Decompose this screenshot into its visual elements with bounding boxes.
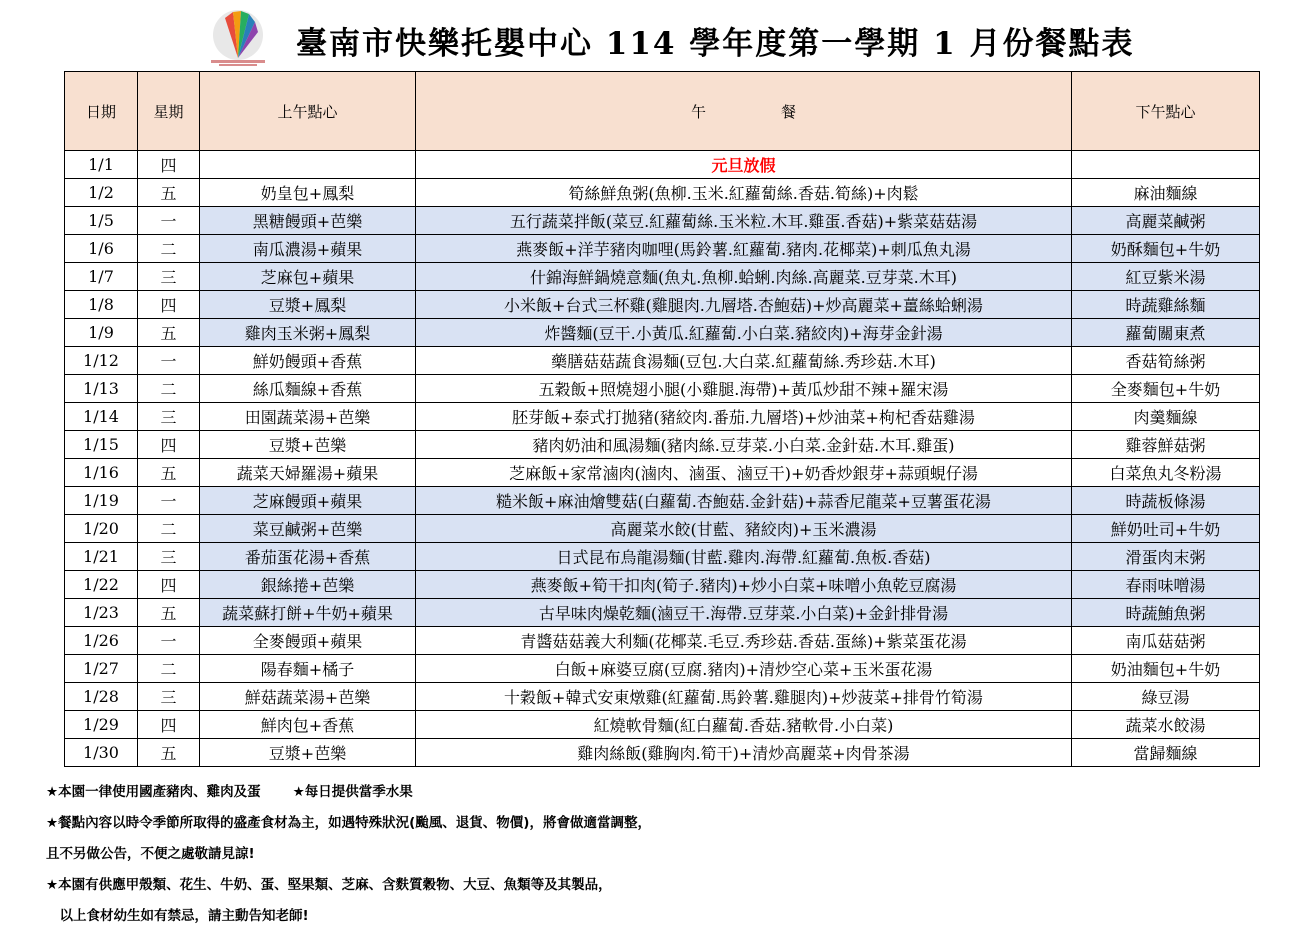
table-row	[65, 459, 1260, 487]
page-title: 臺南市快樂托嬰中心 114 學年度第一學期 1 月份餐點表	[296, 26, 1135, 62]
morning-cell	[200, 151, 416, 179]
meal-table	[64, 71, 1260, 767]
table-row	[65, 571, 1260, 599]
afternoon-cell: 蘿蔔關東煮	[1072, 319, 1260, 347]
afternoon-cell	[1072, 151, 1260, 179]
weekday-cell: 五	[138, 599, 200, 627]
notes	[46, 780, 651, 935]
date-cell: 1/26	[65, 627, 138, 655]
table-row	[65, 151, 1260, 179]
table-row	[65, 291, 1260, 319]
note-line: 以上食材幼生如有禁忌，請主動告知老師!	[46, 908, 309, 924]
morning-cell: 鮮肉包+香蕉	[200, 711, 416, 739]
weekday-cell: 三	[138, 683, 200, 711]
date-cell: 1/6	[65, 235, 138, 263]
weekday-cell: 一	[138, 347, 200, 375]
date-cell: 1/8	[65, 291, 138, 319]
afternoon-cell: 春雨味噌湯	[1072, 571, 1260, 599]
table-row	[65, 207, 1260, 235]
date-cell: 1/30	[65, 739, 138, 767]
table-row	[65, 655, 1260, 683]
morning-cell: 豆漿+鳳梨	[200, 291, 416, 319]
lunch-cell: 藥膳菇菇蔬食湯麵(豆包.大白菜.紅蘿蔔絲.秀珍菇.木耳)	[416, 347, 1072, 375]
table-row	[65, 431, 1260, 459]
note-line	[46, 780, 651, 811]
note-line: 且不另做公告，不便之處敬請見諒!	[46, 846, 255, 862]
weekday-cell: 一	[138, 487, 200, 515]
date-cell: 1/19	[65, 487, 138, 515]
table-row	[65, 375, 1260, 403]
lunch-cell: 五穀飯+照燒翅小腿(小雞腿.海帶)+黃瓜炒甜不辣+羅宋湯	[416, 375, 1072, 403]
lunch-cell: 胚芽飯+泰式打拋豬(豬絞肉.番茄.九層塔)+炒油菜+枸杞香菇雞湯	[416, 403, 1072, 431]
date-cell: 1/14	[65, 403, 138, 431]
col-afternoon: 下午點心	[1072, 72, 1260, 151]
morning-cell: 全麥饅頭+蘋果	[200, 627, 416, 655]
weekday-cell: 五	[138, 319, 200, 347]
morning-cell: 菜豆鹹粥+芭樂	[200, 515, 416, 543]
date-cell: 1/7	[65, 263, 138, 291]
lunch-cell: 什錦海鮮鍋燒意麵(魚丸.魚柳.蛤蜊.肉絲.高麗菜.豆芽菜.木耳)	[416, 263, 1072, 291]
weekday-cell: 四	[138, 431, 200, 459]
table-row	[65, 263, 1260, 291]
morning-cell: 豆漿+芭樂	[200, 431, 416, 459]
afternoon-cell: 紅豆紫米湯	[1072, 263, 1260, 291]
lunch-cell: 雞肉絲飯(雞胸肉.筍干)+清炒高麗菜+肉骨茶湯	[416, 739, 1072, 767]
table-row	[65, 683, 1260, 711]
weekday-cell: 五	[138, 459, 200, 487]
lunch-cell: 高麗菜水餃(甘藍、豬絞肉)+玉米濃湯	[416, 515, 1072, 543]
weekday-cell: 五	[138, 179, 200, 207]
afternoon-cell: 奶油麵包+牛奶	[1072, 655, 1260, 683]
morning-cell: 蔬菜天婦羅湯+蘋果	[200, 459, 416, 487]
date-cell: 1/5	[65, 207, 138, 235]
table-row	[65, 179, 1260, 207]
lunch-cell: 筍絲鮮魚粥(魚柳.玉米.紅蘿蔔絲.香菇.筍絲)+肉鬆	[416, 179, 1072, 207]
afternoon-cell: 時蔬雞絲麵	[1072, 291, 1260, 319]
table-row	[65, 739, 1260, 767]
weekday-cell: 四	[138, 291, 200, 319]
weekday-cell: 三	[138, 403, 200, 431]
lunch-cell: 芝麻飯+家常滷肉(滷肉、滷蛋、滷豆干)+奶香炒銀芽+蒜頭蜆仔湯	[416, 459, 1072, 487]
date-cell: 1/20	[65, 515, 138, 543]
afternoon-cell: 鮮奶吐司+牛奶	[1072, 515, 1260, 543]
morning-cell: 鮮菇蔬菜湯+芭樂	[200, 683, 416, 711]
afternoon-cell: 雞蓉鮮菇粥	[1072, 431, 1260, 459]
morning-cell: 絲瓜麵線+香蕉	[200, 375, 416, 403]
afternoon-cell: 時蔬鮪魚粥	[1072, 599, 1260, 627]
col-weekday: 星期	[138, 72, 200, 151]
date-cell: 1/2	[65, 179, 138, 207]
afternoon-cell: 滑蛋肉末粥	[1072, 543, 1260, 571]
weekday-cell: 二	[138, 515, 200, 543]
weekday-cell: 三	[138, 263, 200, 291]
weekday-cell: 四	[138, 571, 200, 599]
lunch-cell: 白飯+麻婆豆腐(豆腐.豬肉)+清炒空心菜+玉米蛋花湯	[416, 655, 1072, 683]
date-cell: 1/9	[65, 319, 138, 347]
lunch-cell: 十穀飯+韓式安東燉雞(紅蘿蔔.馬鈴薯.雞腿肉)+炒菠菜+排骨竹筍湯	[416, 683, 1072, 711]
lunch-cell: 紅燒軟骨麵(紅白蘿蔔.香菇.豬軟骨.小白菜)	[416, 711, 1072, 739]
lunch-cell: 古早味肉燥乾麵(滷豆干.海帶.豆芽菜.小白菜)+金針排骨湯	[416, 599, 1072, 627]
lunch-cell: 五行蔬菜拌飯(菜豆.紅蘿蔔絲.玉米粒.木耳.雞蛋.香菇)+紫菜菇菇湯	[416, 207, 1072, 235]
lunch-cell: 糙米飯+麻油燴雙菇(白蘿蔔.杏鮑菇.金針菇)+蒜香尼龍菜+豆薯蛋花湯	[416, 487, 1072, 515]
date-cell: 1/15	[65, 431, 138, 459]
afternoon-cell: 香菇筍絲粥	[1072, 347, 1260, 375]
weekday-cell: 二	[138, 375, 200, 403]
date-cell: 1/16	[65, 459, 138, 487]
weekday-cell: 一	[138, 627, 200, 655]
date-cell: 1/29	[65, 711, 138, 739]
morning-cell: 銀絲捲+芭樂	[200, 571, 416, 599]
date-cell: 1/27	[65, 655, 138, 683]
morning-cell: 芝麻饅頭+蘋果	[200, 487, 416, 515]
afternoon-cell: 麻油麵線	[1072, 179, 1260, 207]
lunch-cell: 燕麥飯+洋芋豬肉咖哩(馬鈴薯.紅蘿蔔.豬肉.花椰菜)+刺瓜魚丸湯	[416, 235, 1072, 263]
lunch-cell: 日式昆布烏龍湯麵(甘藍.雞肉.海帶.紅蘿蔔.魚板.香菇)	[416, 543, 1072, 571]
holiday-cell: 元旦放假	[416, 151, 1072, 179]
morning-cell: 豆漿+芭樂	[200, 739, 416, 767]
afternoon-cell: 當歸麵線	[1072, 739, 1260, 767]
afternoon-cell: 肉羹麵線	[1072, 403, 1260, 431]
date-cell: 1/22	[65, 571, 138, 599]
table-row	[65, 235, 1260, 263]
morning-cell: 蔬菜蘇打餅+牛奶+蘋果	[200, 599, 416, 627]
note-line: ★本園有供應甲殼類、花生、牛奶、蛋、堅果類、芝麻、含麩質穀物、大豆、魚類等及其製品，	[46, 877, 612, 893]
afternoon-cell: 白菜魚丸冬粉湯	[1072, 459, 1260, 487]
morning-cell: 黑糖饅頭+芭樂	[200, 207, 416, 235]
weekday-cell: 五	[138, 739, 200, 767]
table-row	[65, 319, 1260, 347]
table-row	[65, 347, 1260, 375]
morning-cell: 南瓜濃湯+蘋果	[200, 235, 416, 263]
lunch-cell: 青醬菇菇義大利麵(花椰菜.毛豆.秀珍菇.香菇.蛋絲)+紫菜蛋花湯	[416, 627, 1072, 655]
meal-table-body	[65, 151, 1260, 767]
morning-cell: 陽春麵+橘子	[200, 655, 416, 683]
table-row	[65, 711, 1260, 739]
afternoon-cell: 蔬菜水餃湯	[1072, 711, 1260, 739]
lunch-cell: 豬肉奶油和風湯麵(豬肉絲.豆芽菜.小白菜.金針菇.木耳.雞蛋)	[416, 431, 1072, 459]
date-cell: 1/21	[65, 543, 138, 571]
afternoon-cell: 高麗菜鹹粥	[1072, 207, 1260, 235]
lunch-cell: 小米飯+台式三杯雞(雞腿肉.九層塔.杏鮑菇)+炒高麗菜+薑絲蛤蜊湯	[416, 291, 1072, 319]
weekday-cell: 四	[138, 151, 200, 179]
morning-cell: 田園蔬菜湯+芭樂	[200, 403, 416, 431]
morning-cell: 奶皇包+鳳梨	[200, 179, 416, 207]
weekday-cell: 二	[138, 235, 200, 263]
date-cell: 1/13	[65, 375, 138, 403]
lunch-cell: 燕麥飯+筍干扣肉(筍子.豬肉)+炒小白菜+味噌小魚乾豆腐湯	[416, 571, 1072, 599]
table-row	[65, 487, 1260, 515]
table-row	[65, 543, 1260, 571]
school-logo	[203, 8, 273, 68]
afternoon-cell: 時蔬板條湯	[1072, 487, 1260, 515]
date-cell: 1/12	[65, 347, 138, 375]
afternoon-cell: 南瓜菇菇粥	[1072, 627, 1260, 655]
weekday-cell: 三	[138, 543, 200, 571]
afternoon-cell: 綠豆湯	[1072, 683, 1260, 711]
table-row	[65, 403, 1260, 431]
date-cell: 1/1	[65, 151, 138, 179]
note-line: ★餐點內容以時令季節所取得的盛產食材為主，如遇特殊狀況(颱風、退貨、物價)，將會做適當調整，	[46, 815, 651, 831]
morning-cell: 鮮奶饅頭+香蕉	[200, 347, 416, 375]
afternoon-cell: 全麥麵包+牛奶	[1072, 375, 1260, 403]
weekday-cell: 二	[138, 655, 200, 683]
morning-cell: 雞肉玉米粥+鳳梨	[200, 319, 416, 347]
table-row	[65, 627, 1260, 655]
col-date: 日期	[65, 72, 138, 151]
col-lunch: 午 餐	[416, 72, 1072, 151]
morning-cell: 番茄蛋花湯+香蕉	[200, 543, 416, 571]
date-cell: 1/28	[65, 683, 138, 711]
table-row	[65, 515, 1260, 543]
col-morning: 上午點心	[200, 72, 416, 151]
weekday-cell: 四	[138, 711, 200, 739]
afternoon-cell: 奶酥麵包+牛奶	[1072, 235, 1260, 263]
date-cell: 1/23	[65, 599, 138, 627]
lunch-cell: 炸醬麵(豆干.小黃瓜.紅蘿蔔.小白菜.豬絞肉)+海芽金針湯	[416, 319, 1072, 347]
morning-cell: 芝麻包+蘋果	[200, 263, 416, 291]
weekday-cell: 一	[138, 207, 200, 235]
note-seasonal-fruit: ★每日提供當季水果	[292, 784, 413, 800]
note-domestic-meat: ★本園一律使用國產豬肉、雞肉及蛋	[46, 784, 261, 800]
table-row	[65, 599, 1260, 627]
